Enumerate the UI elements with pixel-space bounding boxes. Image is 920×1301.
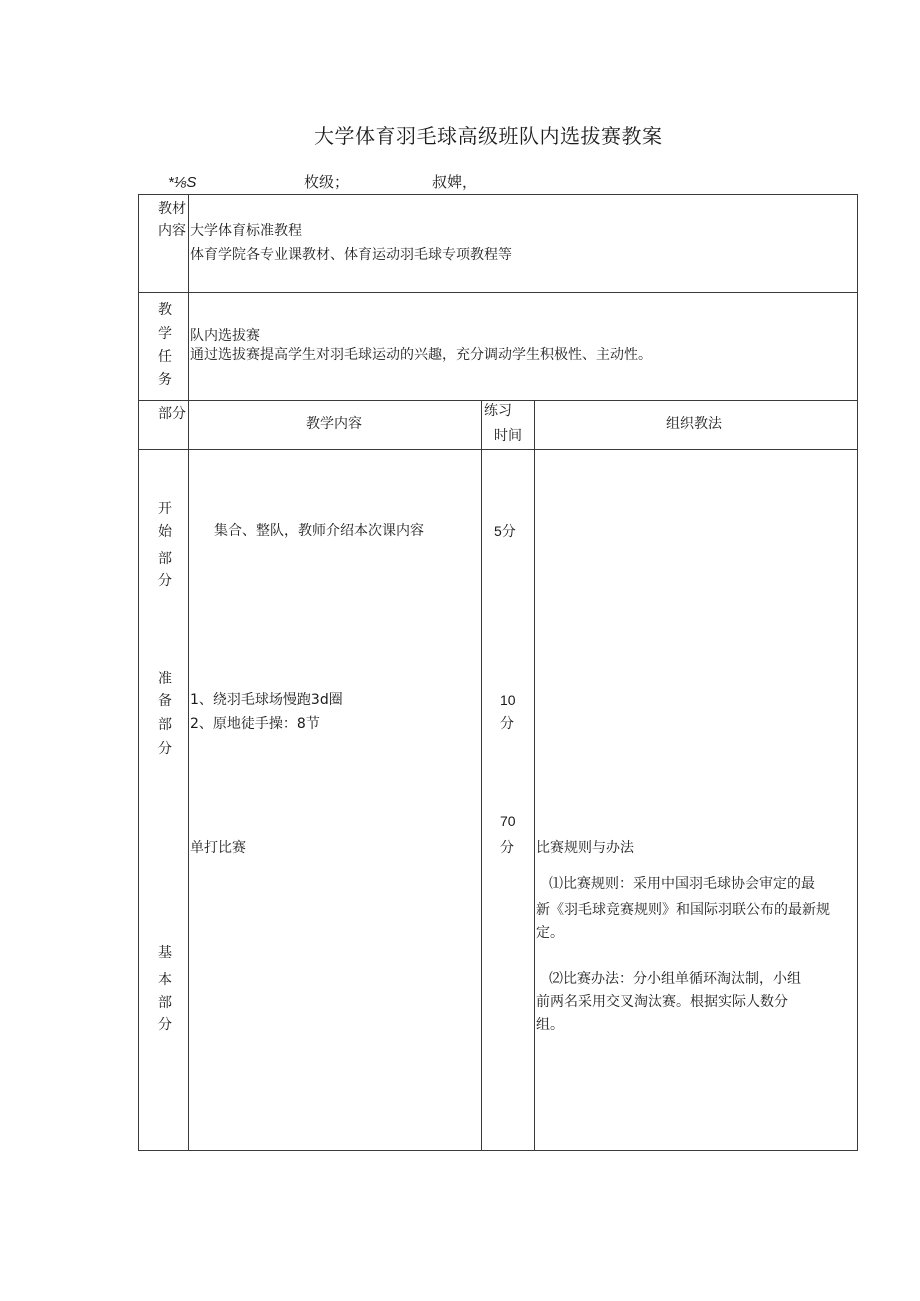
task-label-char: 任 <box>158 349 172 365</box>
method-rule-1-line-1: ⑴比赛规则：采用中国羽毛球协会审定的最 <box>549 876 815 892</box>
materials-label-2: 内容 <box>158 223 186 239</box>
col-header-content: 教学内容 <box>306 416 362 432</box>
task-line-1: 队内选拔赛 <box>190 328 260 344</box>
method-rule-2-line-3: 组。 <box>536 1017 564 1033</box>
table-border-bottom <box>138 1150 858 1151</box>
table-border-top <box>138 194 858 195</box>
col-header-method: 组织教法 <box>666 416 722 432</box>
task-label-char: 务 <box>158 372 172 388</box>
prep-label-char: 分 <box>158 741 172 757</box>
basic-label-char: 本 <box>158 972 172 988</box>
method-rule-1-line-2: 新《羽毛球竞赛规则》和国际羽联公布的最新规 <box>536 902 830 918</box>
table-border-right <box>857 194 858 1151</box>
header-field-3: 叔婢， <box>432 173 478 191</box>
materials-line-1: 大学体育标准教程 <box>190 223 302 239</box>
task-label-char: 教 <box>158 302 172 318</box>
col-header-part: 部分 <box>158 406 186 422</box>
start-time: 5分 <box>494 523 516 539</box>
task-label-char: 学 <box>158 326 172 342</box>
start-content: 集合、整队，教师介绍本次课内容 <box>214 523 424 539</box>
header-field-grade: 枚级； <box>304 173 350 191</box>
table-col-divider-2 <box>481 400 482 1151</box>
materials-label-1: 教材 <box>158 201 186 217</box>
method-rule-2-line-1: ⑵比赛办法：分小组单循环淘汰制，小组 <box>549 971 801 987</box>
task-line-2: 通过选拔赛提高学生对羽毛球运动的兴趣，充分调动学生积极性、主动性。 <box>190 347 652 363</box>
prep-label-char: 准 <box>158 671 172 687</box>
prep-label-char: 部 <box>158 717 172 733</box>
basic-time-value: 70 <box>500 813 516 829</box>
table-rule-header <box>138 449 858 450</box>
materials-line-2: 体育学院各专业课教材、体育运动羽毛球专项教程等 <box>190 247 512 263</box>
prep-time-unit: 分 <box>500 716 514 732</box>
basic-label-char: 基 <box>158 945 172 961</box>
header-field-1: *⅛S <box>168 174 197 191</box>
basic-time-unit: 分 <box>500 840 514 856</box>
prep-time-value: 10 <box>500 692 516 708</box>
col-header-time-2: 时间 <box>494 428 522 444</box>
prep-item-2: 2、原地徒手操：8节 <box>190 716 320 732</box>
table-border-left <box>138 194 139 1151</box>
method-rule-1-line-3: 定。 <box>536 925 564 941</box>
table-rule-materials <box>138 292 858 293</box>
basic-content: 单打比赛 <box>190 840 246 856</box>
table-col-divider-3 <box>534 400 535 1151</box>
basic-label-char: 部 <box>158 995 172 1011</box>
table-rule-task <box>138 400 858 401</box>
method-title: 比赛规则与办法 <box>536 840 634 856</box>
start-label-char: 开 <box>158 501 172 517</box>
col-header-time-1: 练习 <box>484 403 512 419</box>
start-label-char: 部 <box>158 551 172 567</box>
table-col-divider-1 <box>188 194 189 1151</box>
page-title: 大学体育羽毛球高级班队内选拔赛教案 <box>314 124 663 148</box>
method-rule-2-line-2: 前两名采用交叉淘汰赛。根据实际人数分 <box>536 994 788 1010</box>
basic-label-char: 分 <box>158 1017 172 1033</box>
prep-label-char: 备 <box>158 693 172 709</box>
prep-item-1: 1、绕羽毛球场慢跑3d圈 <box>190 692 343 708</box>
start-label-char: 始 <box>158 524 172 540</box>
start-label-char: 分 <box>158 573 172 589</box>
